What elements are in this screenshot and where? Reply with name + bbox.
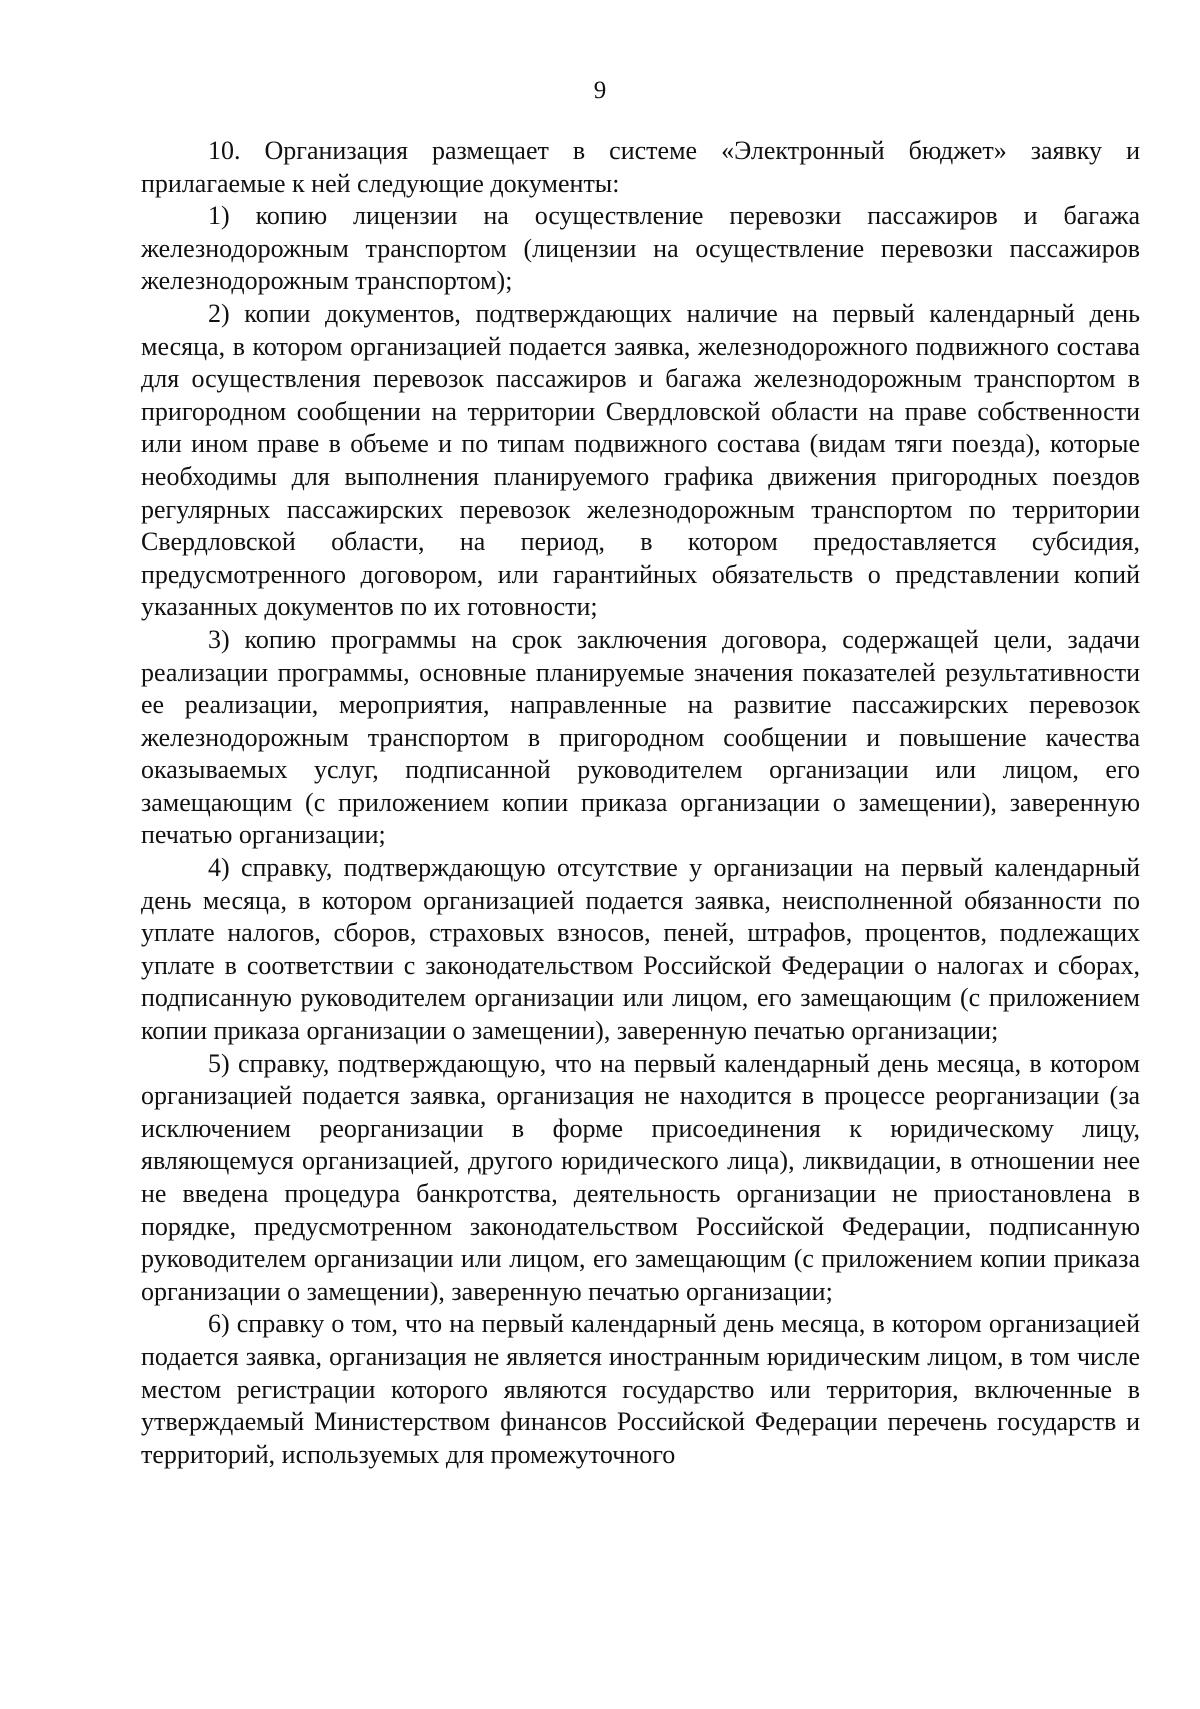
list-item-5: 5) справку, подтверждающую, что на первый календарный день месяца, в котором организацией подается заявка, организация не находится в процессе реорганизации (за исключением реорганизации в форме присоединения к юридическому лицу, являющемуся организацией, другого юридического лица), ликвидации, в отношении нее не введена процедура банкротства, деятельность организации не приостановлена в порядке, предусмотренном законодательством Российской Федерации, подписанную руководителем организации или лицом, его замещающим (с приложением копии приказа организации о замещении), заверенную печатью организации; — [141, 1048, 1140, 1306]
paragraph-10-intro: 10. Организация размещает в системе «Электронный бюджет» заявку и прилагаемые к ней следующие документы: — [141, 136, 1140, 198]
list-item-3: 3) копию программы на срок заключения договора, содержащей цели, задачи реализации программы, основные планируемые значения показателей результативности ее реализации, мероприятия, направленные на развитие пассажирских перевозок железнодорожным транспортом в пригородном сообщении и повышение качества оказываемых услуг, подписанной руководителем организации или лицом, его замещающим (с приложением копии приказа организации о замещении), заверенную печатью организации; — [141, 624, 1140, 850]
list-item-6: 6) справку о том, что на первый календарный день месяца, в котором организацией подается заявка, организация не является иностранным юридическим лицом, в том числе местом регистрации которого являются государство или территория, включенные в утверждаемый Министерством финансов Российской Федерации перечень государств и территорий, используемых для промежуточного — [141, 1309, 1140, 1469]
page-number: 9 — [593, 77, 607, 104]
list-item-1: 1) копию лицензии на осуществление перевозки пассажиров и багажа железнодорожным транспортом (лицензии на осуществление перевозки пассажиров железнодорожным транспортом); — [141, 201, 1140, 296]
document-body — [141, 135, 1140, 1471]
list-item-2: 2) копии документов, подтверждающих наличие на первый календарный день месяца, в котором организацией подается заявка, железнодорожного подвижного состава для осуществления перевозок пассажиров и багажа железнодорожным транспортом в пригородном сообщении на территории Свердловской области на праве собственности или ином праве в объеме и по типам подвижного состава (видам тяги поезда), которые необходимы для выполнения планируемого графика движения пригородных поездов регулярных пассажирских перевозок железнодорожным транспортом по территории Свердловской области, на период, в котором предоставляется субсидия, предусмотренного договором, или гарантийных обязательств о представлении копий указанных документов по их готовности; — [141, 298, 1140, 622]
list-item-4: 4) справку, подтверждающую отсутствие у организации на первый календарный день месяца, в котором организацией подается заявка, неисполненной обязанности по уплате налогов, сборов, страховых взносов, пеней, штрафов, процентов, подлежащих уплате в соответствии с законодательством Российской Федерации о налогах и сборах, подписанную руководителем организации или лицом, его замещающим (с приложением копии приказа организации о замещении), заверенную печатью организации; — [141, 853, 1140, 1046]
